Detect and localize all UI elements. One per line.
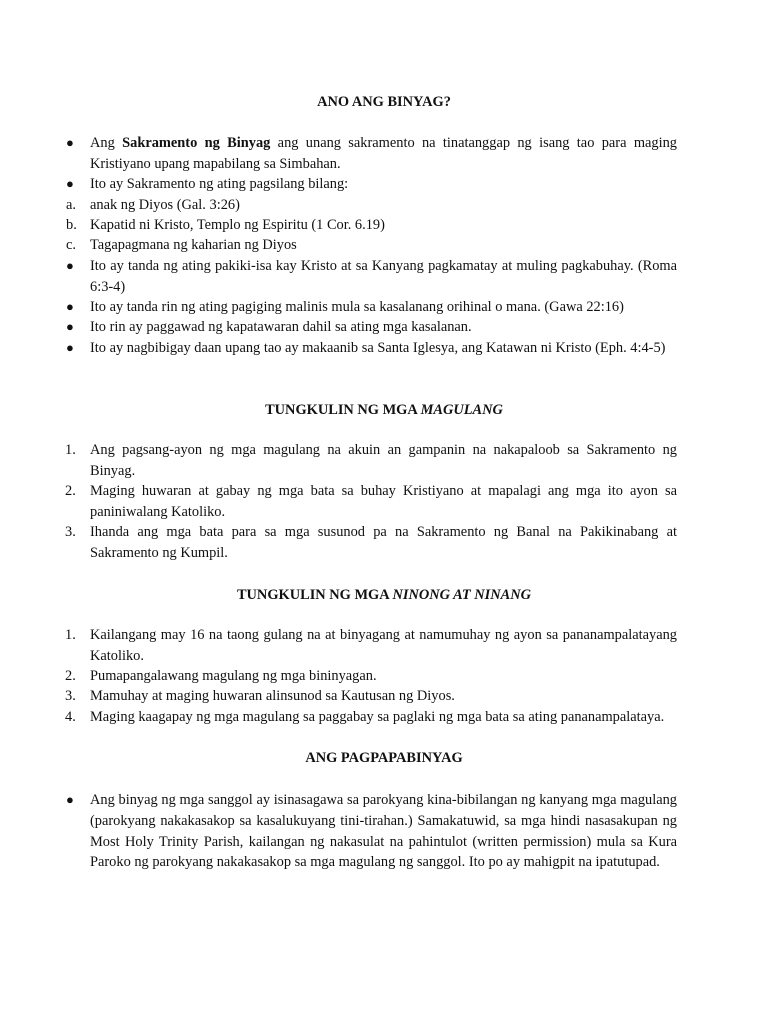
list-marker: 3.: [65, 524, 76, 540]
list-marker: c.: [66, 237, 76, 253]
list-item: ● Ang binyag ng mga sanggol ay isinasagawa sa parokyang kina-bibilangan ng kanyang mga magulang (parokyang nakakasakop sa kasalukuyang tini-tirahan.) Samakatuwid, sa mga hindi nasasakupan ng Most Holy Trinity Parish, kailangan ng nakasulat na pahintulot (written permission) mula sa Kura Paroko ng parokyang nakakasakop sa mga magulang ng sanggol. Ito po ay mahigpit na ipatutupad.: [66, 792, 677, 871]
list-marker: a.: [66, 197, 76, 213]
bullet: ●: [66, 319, 74, 334]
list-item: 2. Pumapangalawang magulang ng mga bininyagan.: [90, 666, 677, 687]
list-item: 2. Maging huwaran at gabay ng mga bata sa buhay Kristiyano at mapalagi ang mga ito ayon sa paniniwalang Katoliko.: [65, 483, 677, 520]
list-marker: 1.: [65, 627, 76, 643]
list-item: 3. Mamuhay at maging huwaran alinsunod sa Kautusan ng Diyos.: [90, 686, 677, 707]
section-title-tungkulin-magulang: TUNGKULIN NG MGA MAGULANG: [265, 402, 503, 418]
section-title-ang-pagpapabinyag: ANG PAGPAPABINYAG: [305, 750, 463, 766]
bullet: ●: [66, 299, 74, 314]
list-marker: b.: [66, 217, 77, 233]
list-item: a. anak ng Diyos (Gal. 3:26): [90, 195, 677, 216]
bullet: ●: [66, 176, 74, 191]
bullet: ●: [66, 340, 74, 355]
list-item: 1. Ang pagsang-ayon ng mga magulang na akuin an gampanin na nakapaloob sa Sakramento ng Binyag.: [65, 442, 677, 479]
list-item: ● Ito rin ay paggawad ng kapatawaran dahil sa ating mga kasalanan.: [90, 317, 677, 338]
section-title-tungkulin-ninong-ninang: TUNGKULIN NG MGA NINONG AT NINANG: [236, 587, 532, 603]
list-item: ● Ito ay tanda rin ng ating pagiging malinis mula sa kasalanang orihinal o mana. (Gawa 22:16): [90, 297, 677, 318]
list-item: 3. Ihanda ang mga bata para sa mga susunod pa na Sakramento ng Banal na Pakikinabang at Sakramento ng Kumpil.: [65, 524, 677, 561]
list-item: 1. Kailangang may 16 na taong gulang na at binyagang at namumuhay ng ayon sa pananampalatayang Katoliko.: [65, 627, 677, 664]
list-marker: 3.: [65, 688, 76, 704]
list-item: 4. Maging kaagapay ng mga magulang sa paggabay sa paglaki ng mga bata sa ating pananampalataya.: [90, 707, 677, 728]
list-item: ● Ito ay Sakramento ng ating pagsilang bilang:: [90, 174, 677, 195]
bullet: ●: [66, 135, 74, 150]
list-item: ● Ito ay tanda ng ating pakiki-isa kay Kristo at sa Kanyang pagkamatay at muling pagkabuhay. (Roma 6:3-4): [66, 258, 677, 295]
list-item: ● Ang Sakramento ng Binyag ang unang sakramento na tinatanggap ng isang tao para maging Kristiyano upang mapabilang sa Simbahan.: [66, 135, 677, 172]
section-title-ano-ang-binyag: ANO ANG BINYAG?: [317, 94, 451, 110]
bullet: ●: [66, 792, 74, 807]
list-item: b. Kapatid ni Kristo, Templo ng Espiritu (1 Cor. 6.19): [90, 215, 677, 236]
list-marker: 2.: [65, 668, 76, 684]
list-item: c. Tagapagmana ng kaharian ng Diyos: [90, 235, 677, 256]
list-marker: 4.: [65, 709, 76, 725]
list-marker: 1.: [65, 442, 76, 458]
list-marker: 2.: [65, 483, 76, 499]
bullet: ●: [66, 258, 74, 273]
list-item: ● Ito ay nagbibigay daan upang tao ay makaanib sa Santa Iglesya, ang Katawan ni Kristo (Eph. 4:4-5): [90, 338, 677, 359]
